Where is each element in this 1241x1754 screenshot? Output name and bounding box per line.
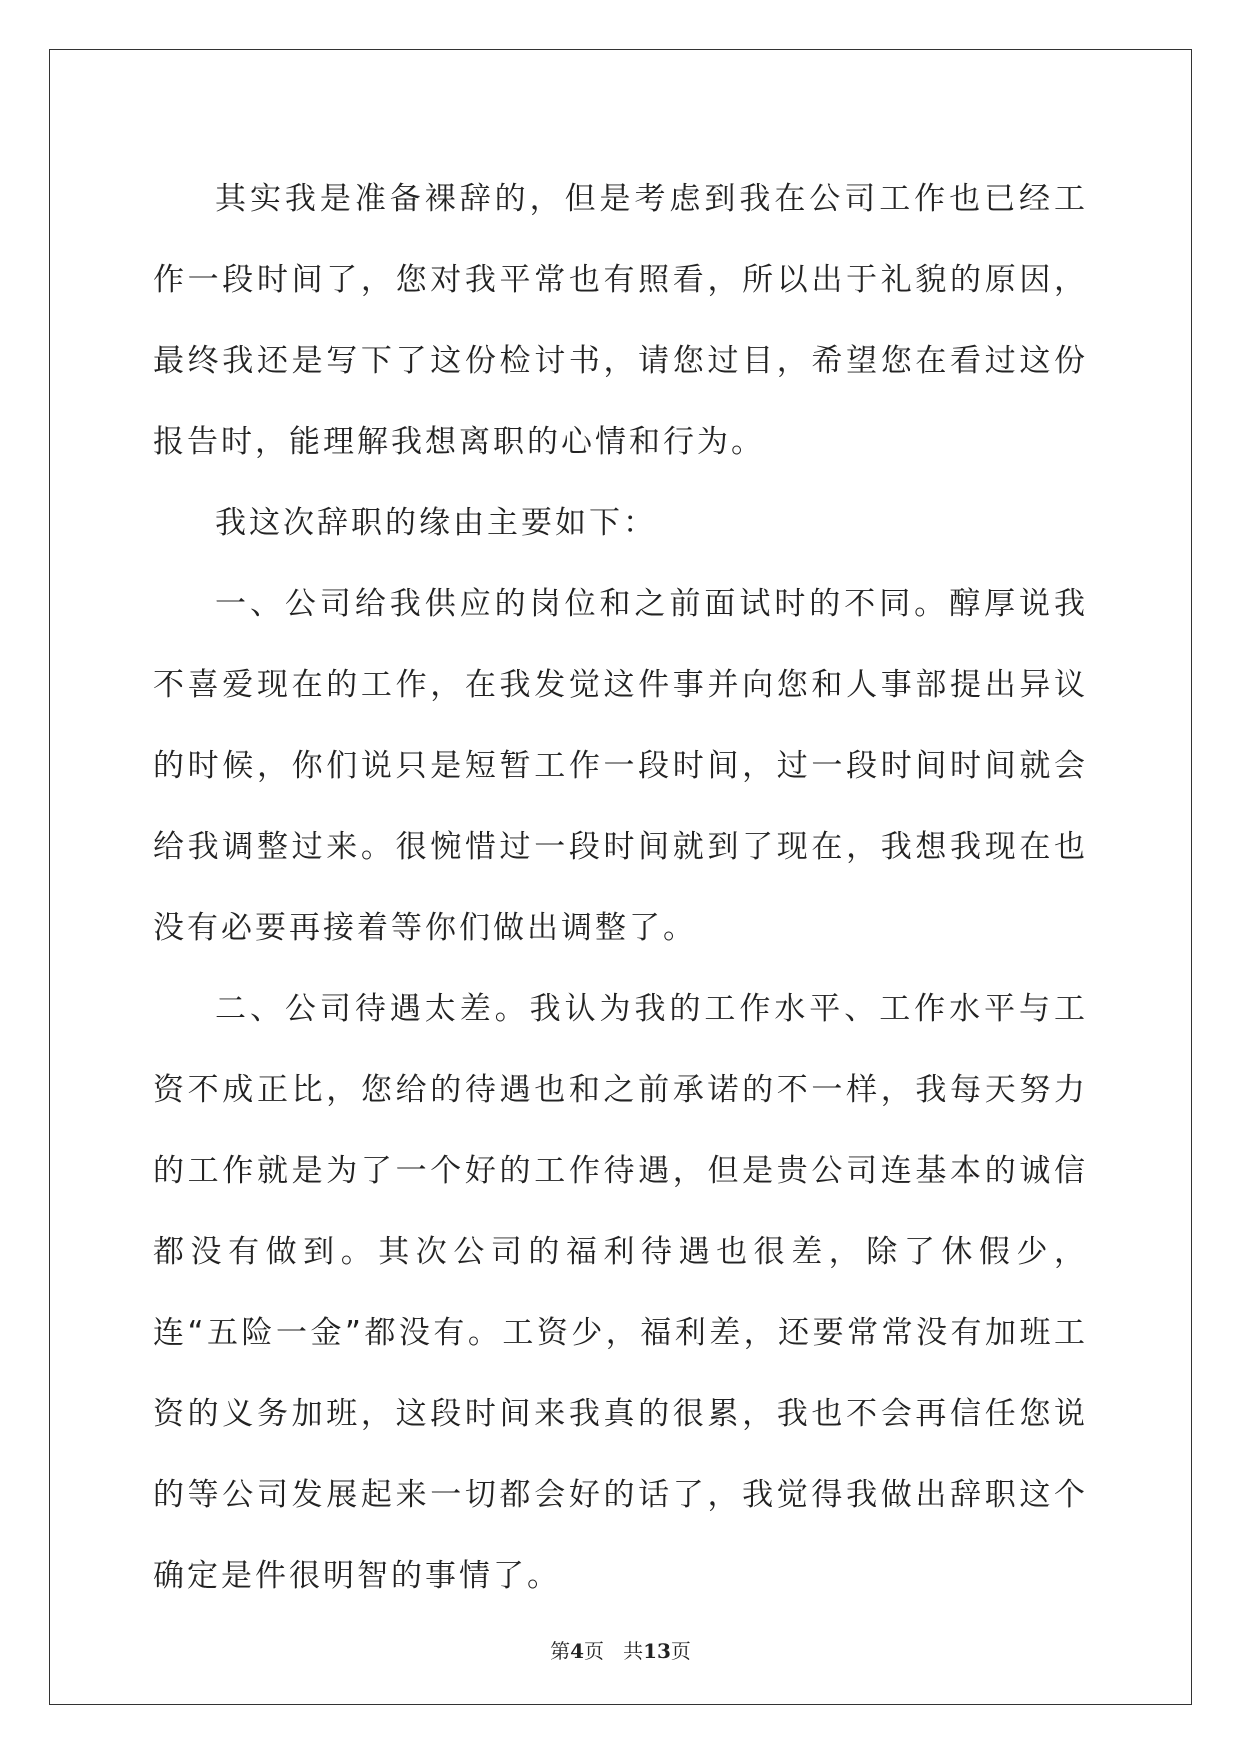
page-prefix: 第: [550, 1639, 571, 1663]
total-suffix: 页: [670, 1639, 691, 1663]
document-body: [153, 159, 1088, 1617]
page-footer: [0, 1635, 1241, 1664]
page-number: 4: [570, 1639, 584, 1663]
paragraph-2: 我这次辞职的缘由主要如下：: [215, 505, 657, 541]
paragraph-4: 二、公司待遇太差。我认为我的工作水平、工作水平与工资不成正比，您给的待遇也和之前承诺的不一样，我每天努力的工作就是为了一个好的工作待遇，但是贵公司连基本的诚信都没有做到。其次公司的福利待遇也很差，除了休假少，连“五险一金”都没有。工资少，福利差，还要常常没有加班工资的义务加班，这段时间来我真的很累，我也不会再信任您说的等公司发展起来一切都会好的话了，我觉得我做出辞职这个确定是件很明智的事情了。: [153, 991, 1088, 1594]
total-pages: 13: [643, 1639, 671, 1663]
total-prefix: 共: [623, 1639, 644, 1663]
paragraph-1: 其实我是准备裸辞的，但是考虑到我在公司工作也已经工作一段时间了，您对我平常也有照看，所以出于礼貌的原因，最终我还是写下了这份检讨书，请您过目，希望您在看过这份报告时，能理解我想离职的心情和行为。: [153, 181, 1088, 460]
page-suffix: 页: [584, 1639, 604, 1663]
paragraph-3: 一、公司给我供应的岗位和之前面试时的不同。醇厚说我不喜爱现在的工作，在我发觉这件事并向您和人事部提出异议的时候，你们说只是短暂工作一段时间，过一段时间时间就会给我调整过来。很惋惜过一段时间就到了现在，我想我现在也没有必要再接着等你们做出调整了。: [153, 586, 1088, 946]
